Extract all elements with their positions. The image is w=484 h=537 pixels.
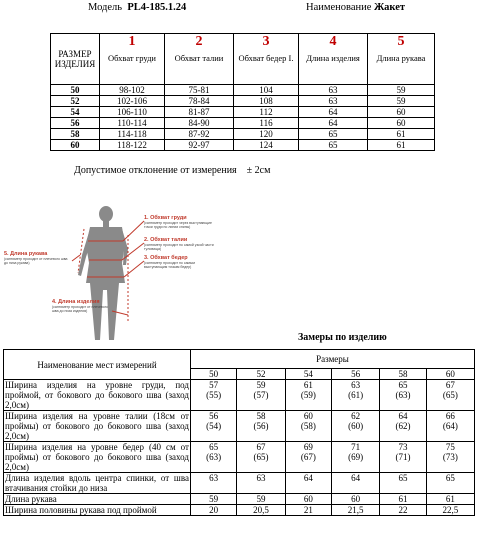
label-waist-title: 2. Обхват талии — [144, 237, 188, 243]
measurement-value: 64 — [285, 473, 331, 494]
value-cell: 108 — [234, 96, 299, 107]
size-corner-cell — [51, 34, 100, 85]
size-row — [51, 96, 435, 107]
column-header — [100, 34, 165, 85]
column-label: Обхват бедер I. — [238, 53, 294, 63]
value-cell: 60 — [368, 118, 435, 129]
measurement-row — [4, 380, 475, 411]
value-cell: 110-114 — [100, 118, 165, 129]
measurement-name: Длина рукава — [4, 494, 191, 505]
label-chest — [144, 215, 216, 229]
measurement-value: 58 (56) — [237, 411, 285, 442]
measurement-value: 65 — [380, 473, 426, 494]
value-cell: 64 — [299, 118, 368, 129]
value-cell: 78-84 — [165, 96, 234, 107]
measurement-value: 73 (71) — [380, 442, 426, 473]
measurement-value: 67 (65) — [237, 442, 285, 473]
value-cell: 65 — [299, 129, 368, 140]
measurement-value: 66 (64) — [426, 411, 474, 442]
measurement-value: 71 (69) — [332, 442, 380, 473]
measurement-name: Ширина изделия на уровне талии (18см от проймы) от бокового до бокового шва (заход 2,0см) — [5, 411, 189, 441]
column-header — [234, 34, 299, 85]
measurement-value: 22,5 — [426, 505, 474, 516]
measurement-value: 64 — [332, 473, 380, 494]
size-header: 52 — [237, 369, 285, 380]
size-cell: 54 — [51, 107, 100, 118]
column-header — [165, 34, 234, 85]
column-label: Обхват груди — [108, 53, 156, 63]
value-cell: 116 — [234, 118, 299, 129]
column-number: 4 — [329, 34, 337, 49]
label-hips — [144, 255, 216, 269]
column-label: Длина рукава — [376, 53, 426, 63]
size-header: 60 — [426, 369, 474, 380]
model-value: PL4-185.1.24 — [127, 2, 187, 13]
product-name-value: Жакет — [374, 2, 406, 13]
column-label: Длина изделия — [306, 53, 360, 63]
value-cell: 114-118 — [100, 129, 165, 140]
label-chest-title: 1. Обхват груди — [144, 215, 187, 221]
size-row — [51, 107, 435, 118]
tolerance-label: Допустимое отклонение от измерения — [74, 165, 237, 176]
label-sleeve-title: 5. Длина рукава — [4, 251, 48, 257]
measurement-row — [4, 442, 475, 473]
value-cell: 84-90 — [165, 118, 234, 129]
size-row — [51, 140, 435, 151]
size-cell: 52 — [51, 96, 100, 107]
label-length-title: 4. Длина изделия — [52, 299, 100, 305]
column-label: Обхват талии — [174, 53, 224, 63]
measurement-value: 75 (73) — [426, 442, 474, 473]
column-number: 5 — [397, 34, 405, 49]
measurement-row — [4, 473, 475, 494]
label-waist — [144, 237, 216, 251]
column-number: 2 — [195, 34, 203, 49]
value-cell: 61 — [368, 129, 435, 140]
size-chart-header-row — [51, 34, 435, 85]
value-cell: 98-102 — [100, 85, 165, 96]
value-cell: 64 — [299, 107, 368, 118]
measurement-value: 64 (62) — [380, 411, 426, 442]
measurement-value: 57 (55) — [191, 380, 237, 411]
measurement-value: 61 (59) — [285, 380, 331, 411]
value-cell: 106-110 — [100, 107, 165, 118]
measurement-value: 61 — [426, 494, 474, 505]
value-cell: 61 — [368, 140, 435, 151]
size-cell: 60 — [51, 140, 100, 151]
value-cell: 65 — [299, 140, 368, 151]
label-length — [52, 299, 112, 313]
label-chest-note: (сантиметр проходит через выступающие точки груди по линии спины) — [144, 221, 212, 229]
measurement-value: 20,5 — [237, 505, 285, 516]
size-header: 54 — [285, 369, 331, 380]
label-sleeve — [4, 251, 72, 265]
label-sleeve-note: (сантиметр проходит от плечевого шва до низа рукава) — [4, 257, 68, 265]
column-header — [368, 34, 435, 85]
measurement-value: 59 (57) — [237, 380, 285, 411]
measurement-figure — [4, 205, 217, 345]
measurement-value: 63 — [191, 473, 237, 494]
size-cell: 58 — [51, 129, 100, 140]
column-header — [299, 34, 368, 85]
measurement-name: Ширина половины рукава под проймой — [4, 505, 191, 516]
measurement-value: 22 — [380, 505, 426, 516]
size-row — [51, 129, 435, 140]
measurement-name: Ширина изделия на уровне бедер (40 см от проймы) от бокового до бокового шва (заход 2,0см) — [5, 442, 189, 472]
product-name-label: Наименование — [306, 2, 372, 13]
sizes-header-cell — [191, 350, 475, 369]
measurements-table — [3, 349, 475, 516]
measurement-value: 69 (67) — [285, 442, 331, 473]
measurement-value: 61 — [380, 494, 426, 505]
measurement-value: 56 (54) — [191, 411, 237, 442]
measurement-value: 60 — [332, 494, 380, 505]
sizes-header: Размеры — [316, 354, 349, 364]
label-hips-note: (сантиметр проходит по самым выступающим точкам бедер) — [144, 261, 195, 269]
measurement-value: 63 — [237, 473, 285, 494]
measurement-value: 21 — [285, 505, 331, 516]
measurement-row — [4, 505, 475, 516]
measurement-row — [4, 411, 475, 442]
size-cell: 56 — [51, 118, 100, 129]
measurement-value: 59 — [191, 494, 237, 505]
tolerance-line — [74, 165, 270, 176]
label-waist-note: (сантиметр проходит по самой узкой части туловища) — [144, 243, 214, 251]
value-cell: 81-87 — [165, 107, 234, 118]
measurement-value: 60 — [285, 494, 331, 505]
size-cell: 50 — [51, 85, 100, 96]
measurement-name: Ширина изделия на уровне груди, под проймой, от бокового до бокового шва (заход 2,0см) — [5, 380, 189, 410]
model-line — [88, 2, 186, 13]
value-cell: 102-106 — [100, 96, 165, 107]
value-cell: 60 — [368, 107, 435, 118]
measurements-header-row — [4, 350, 475, 369]
value-cell: 63 — [299, 85, 368, 96]
measurement-value: 20 — [191, 505, 237, 516]
column-number: 3 — [262, 34, 270, 49]
label-hips-title: 3. Обхват бедер — [144, 255, 188, 261]
measurements-title: Замеры по изделию — [298, 332, 387, 343]
size-corner-label: РАЗМЕР ИЗДЕЛИЯ — [54, 49, 96, 69]
measurement-value: 65 (63) — [191, 442, 237, 473]
measurement-row — [4, 494, 475, 505]
size-row — [51, 85, 435, 96]
value-cell: 104 — [234, 85, 299, 96]
value-cell: 118-122 — [100, 140, 165, 151]
measurement-value: 67 (65) — [426, 380, 474, 411]
measurement-value: 63 (61) — [332, 380, 380, 411]
product-name-line — [306, 2, 405, 13]
measurement-name: Длина изделия вдоль центра спинки, от шва втачивания стойки до низа — [5, 473, 189, 493]
name-header: Наименование мест измерений — [37, 359, 157, 370]
measurement-value: 65 — [426, 473, 474, 494]
value-cell: 59 — [368, 96, 435, 107]
size-chart-table — [50, 33, 435, 151]
tolerance-value: ± 2см — [246, 165, 271, 176]
measurement-value: 65 (63) — [380, 380, 426, 411]
measurement-value: 60 (58) — [285, 411, 331, 442]
value-cell: 59 — [368, 85, 435, 96]
name-header-cell — [4, 350, 191, 380]
size-row — [51, 118, 435, 129]
value-cell: 75-81 — [165, 85, 234, 96]
value-cell: 112 — [234, 107, 299, 118]
model-label: Модель — [88, 2, 123, 13]
size-header: 58 — [380, 369, 426, 380]
value-cell: 124 — [234, 140, 299, 151]
measurement-value: 59 — [237, 494, 285, 505]
measurement-value: 21,5 — [332, 505, 380, 516]
value-cell: 63 — [299, 96, 368, 107]
column-number: 1 — [128, 34, 136, 49]
value-cell: 92-97 — [165, 140, 234, 151]
measurement-value: 62 (60) — [332, 411, 380, 442]
size-header: 50 — [191, 369, 237, 380]
value-cell: 120 — [234, 129, 299, 140]
label-length-note: (сантиметр проходит от плечевого шва до низа изделия) — [52, 305, 108, 313]
size-header: 56 — [332, 369, 380, 380]
value-cell: 87-92 — [165, 129, 234, 140]
